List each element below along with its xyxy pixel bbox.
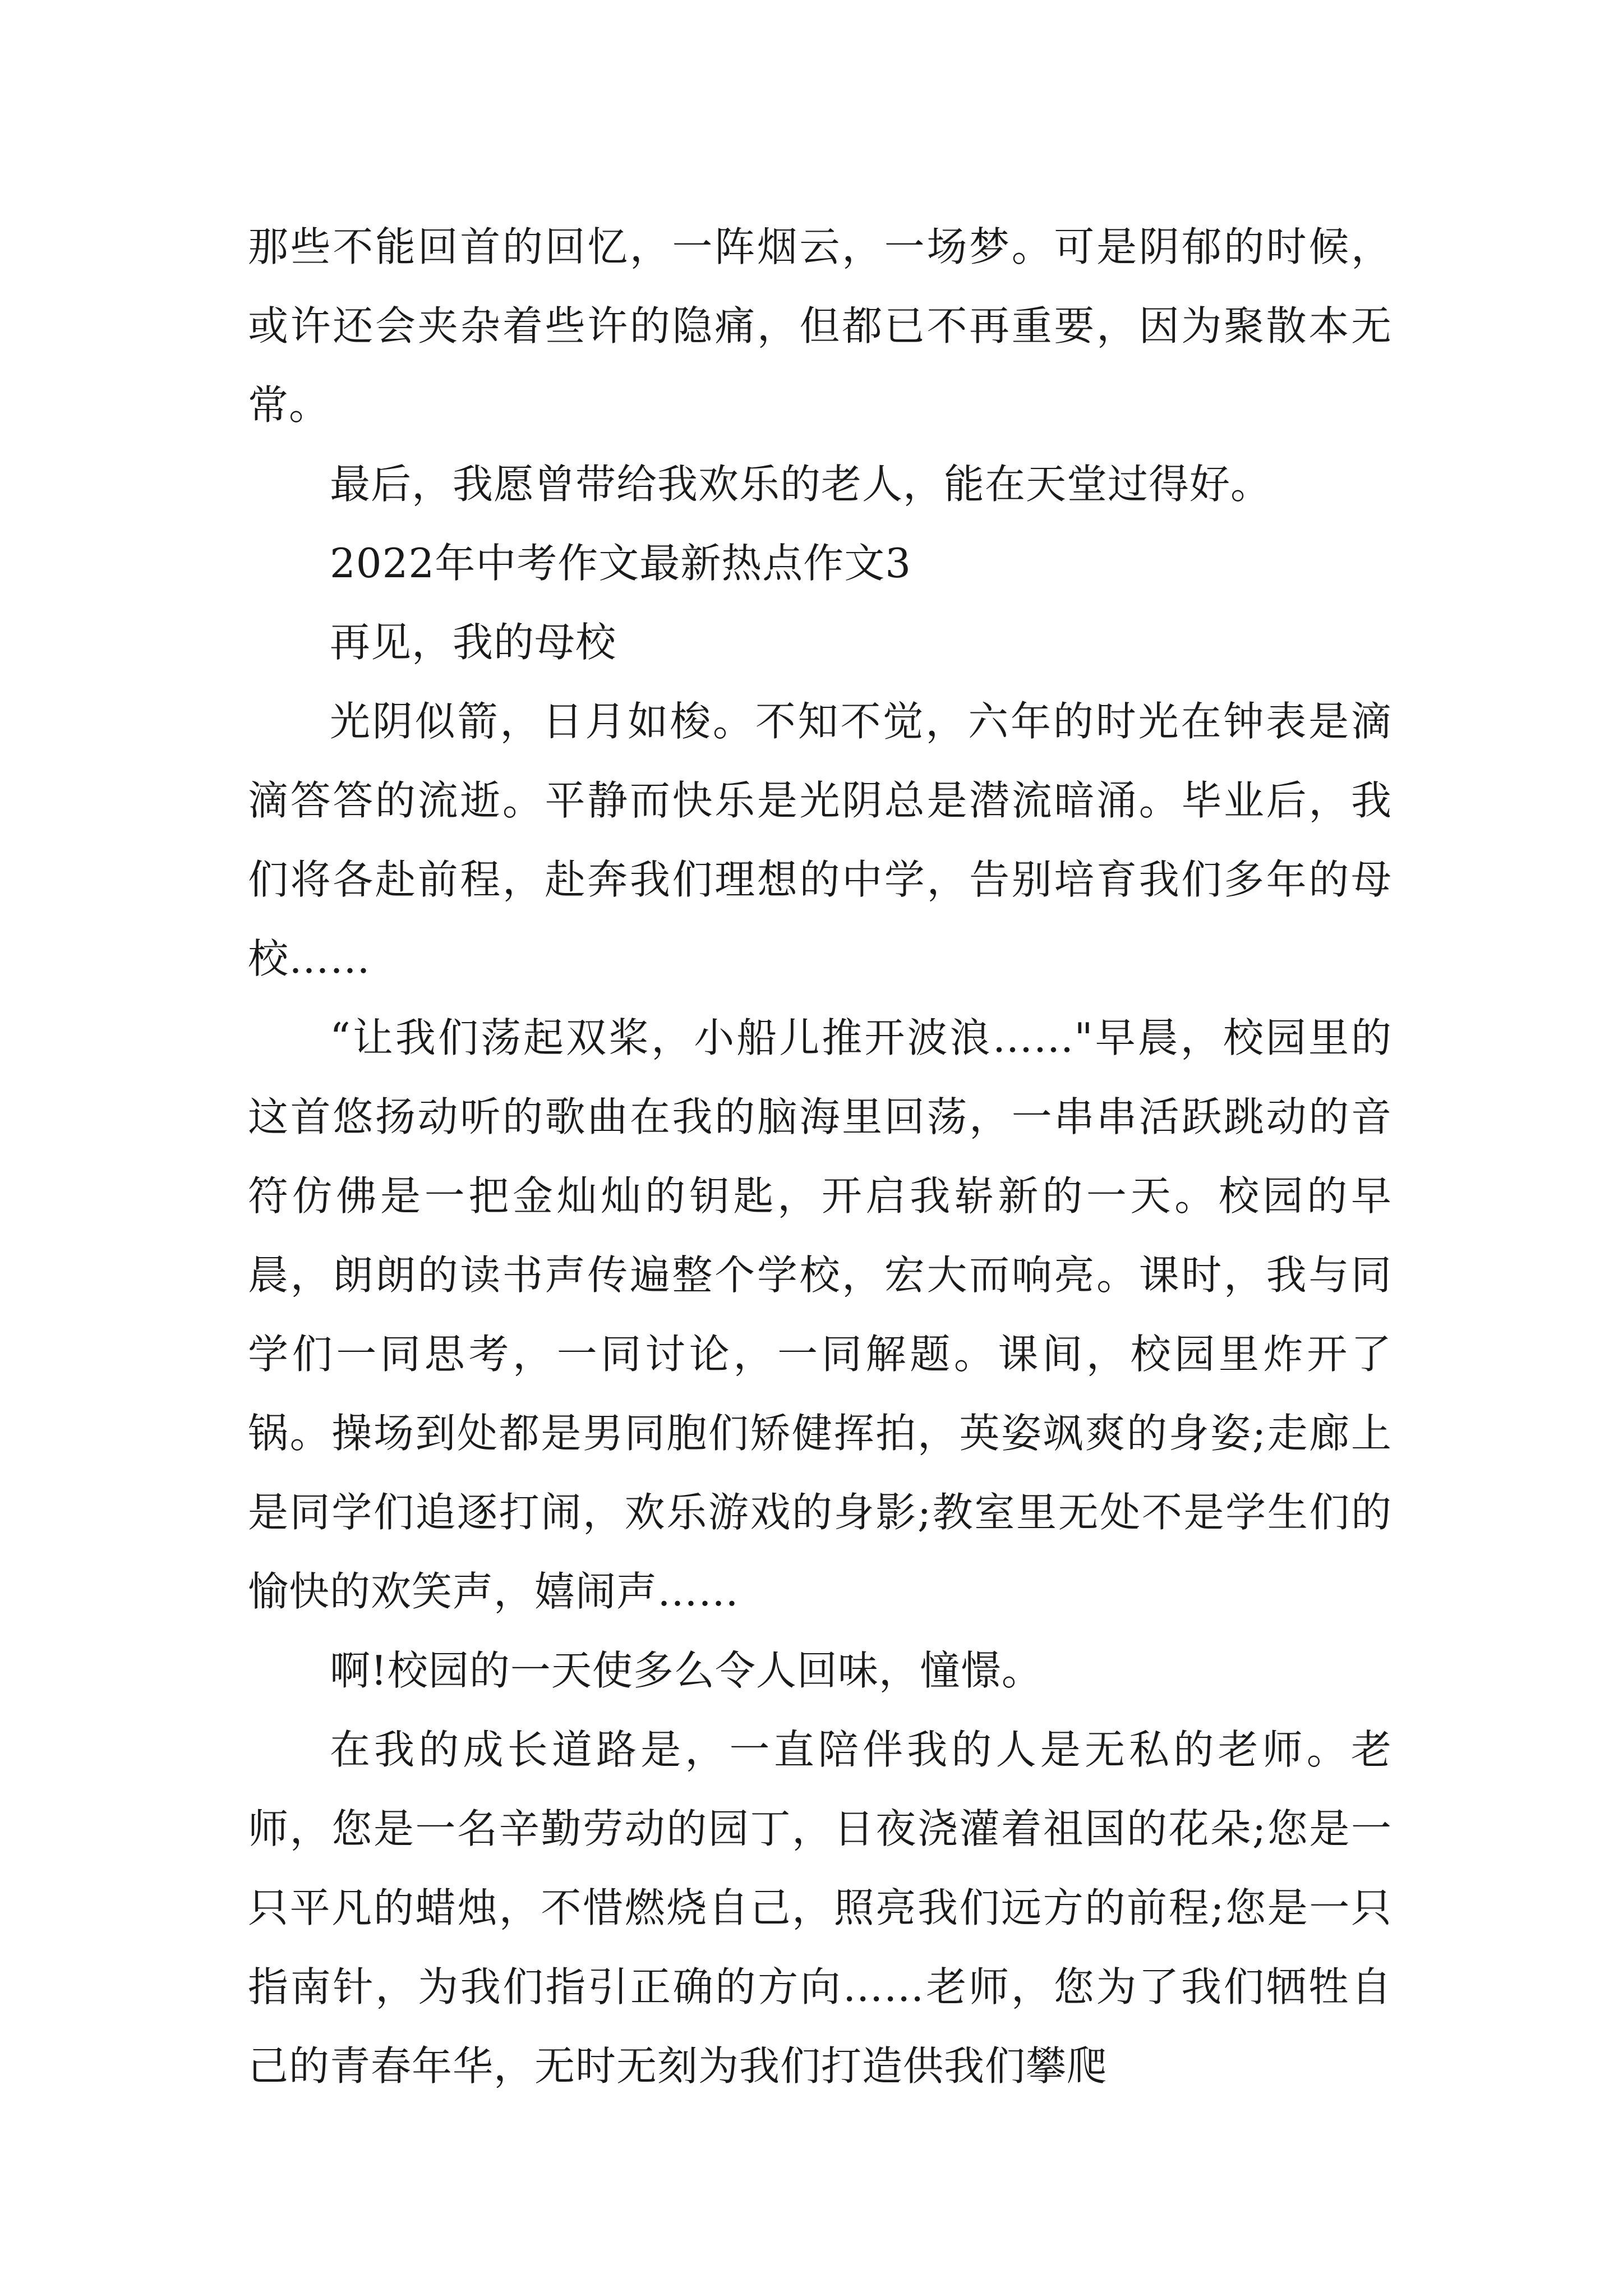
- document-body: [248, 208, 1392, 2106]
- paragraph: 光阴似箭，日月如梭。不知不觉，六年的时光在钟表是滴滴答答的流逝。平静而快乐是光阴总是潜流暗涌。毕业后，我们将各赴前程，赴奔我们理想的中学，告别培育我们多年的母校……: [248, 698, 1392, 982]
- paragraph: 在我的成长道路是，一直陪伴我的人是无私的老师。老师，您是一名辛勤劳动的园丁，日夜浇灌着祖国的花朵;您是一只平凡的蜡烛，不惜燃烧自己，照亮我们远方的前程;您是一只指南针，为我们指引正确的方向……老师，您为了我们牺牲自己的青春年华，无时无刻为我们打造供我们攀爬: [248, 1726, 1392, 2090]
- essay-title: 再见，我的母校: [330, 619, 617, 666]
- paragraph: 啊!校园的一天使多么令人回味，憧憬。: [330, 1647, 1043, 1694]
- paragraph: 那些不能回首的回忆，一阵烟云，一场梦。可是阴郁的时候，或许还会夹杂着些许的隐痛，但都已不再重要，因为聚散本无常。: [248, 223, 1392, 429]
- paragraph: 最后，我愿曾带给我欢乐的老人，能在天堂过得好。: [330, 461, 1272, 508]
- paragraph: “让我们荡起双桨，小船儿推开波浪……"早晨，校园里的这首悠扬动听的歌曲在我的脑海里回荡，一串串活跃跳动的音符仿佛是一把金灿灿的钥匙，开启我崭新的一天。校园的早晨，朗朗的读书声传遍整个学校，宏大而响亮。课时，我与同学们一同思考，一同讨论，一同解题。课间，校园里炸开了锅。操场到处都是男同胞们矫健挥拍，英姿飒爽的身姿;走廊上是同学们追逐打闹，欢乐游戏的身影;教室里无处不是学生们的愉快的欢笑声，嬉闹声……: [248, 1014, 1392, 1615]
- essay-heading: 2022年中考作文最新热点作文3: [330, 540, 912, 587]
